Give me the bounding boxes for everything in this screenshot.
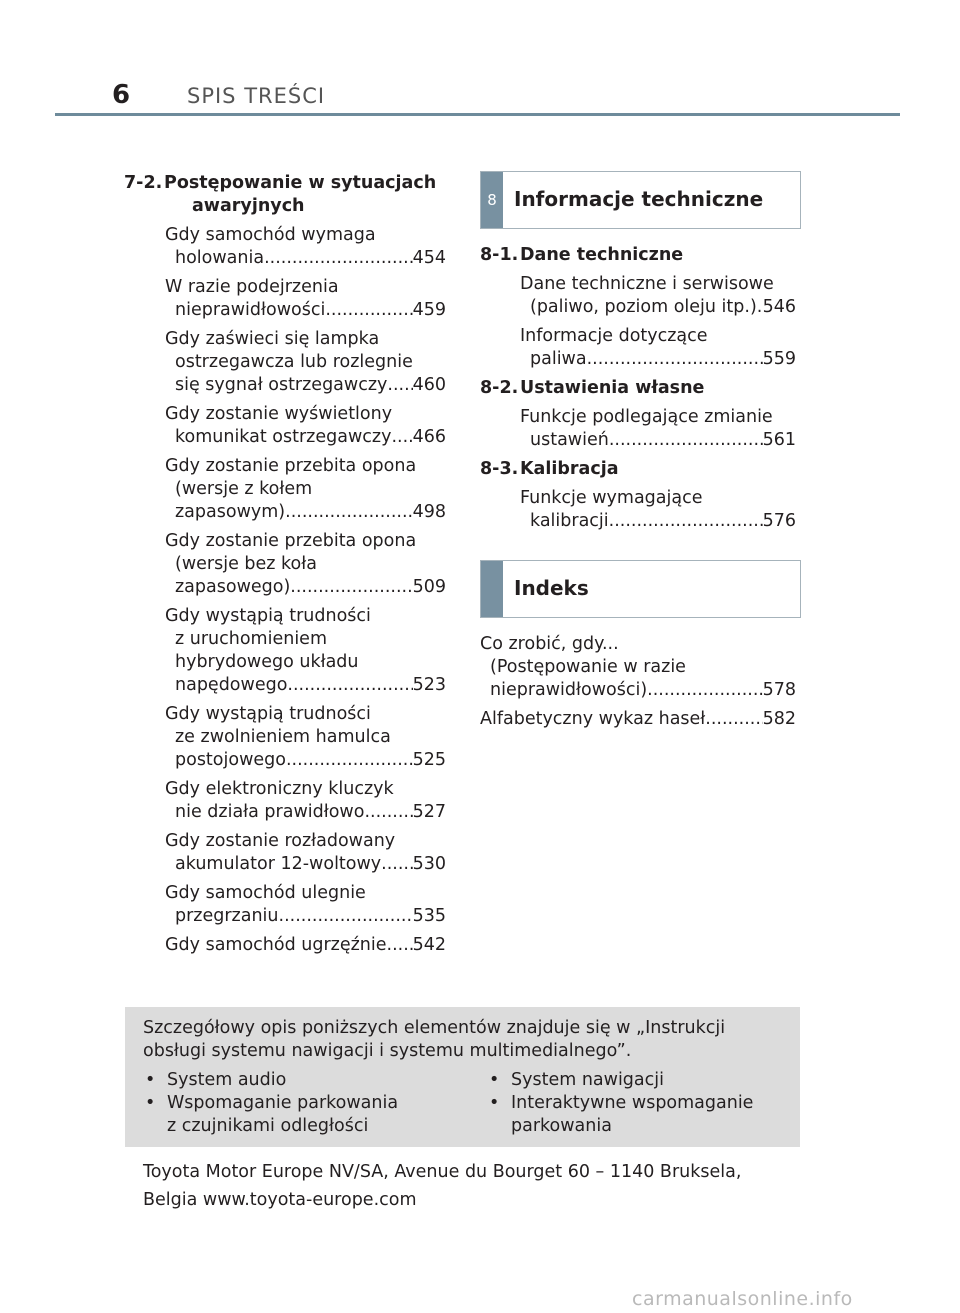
chapter-tab bbox=[481, 561, 503, 617]
toc-entry[interactable] bbox=[165, 530, 446, 599]
section-title: Kalibracja bbox=[520, 459, 619, 479]
toc-entry-line: Gdy elektroniczny kluczyk bbox=[165, 779, 394, 799]
bullet-icon: • bbox=[145, 1093, 156, 1113]
leader-dots bbox=[264, 247, 413, 270]
toc-page-number: 546 bbox=[762, 297, 796, 317]
toc-entry[interactable] bbox=[165, 224, 446, 270]
info-box bbox=[125, 1007, 800, 1147]
toc-page-number: 542 bbox=[412, 935, 446, 955]
toc-entry-line: Co zrobić, gdy... bbox=[480, 634, 619, 654]
toc-entry-text: zapasowym) bbox=[175, 502, 286, 522]
toc-page-number: 509 bbox=[412, 577, 446, 597]
toc-entry-text: nieprawidłowości bbox=[175, 300, 326, 320]
section-title: Dane techniczne bbox=[520, 245, 684, 265]
toc-entry-line: (wersje z kołem bbox=[175, 479, 313, 499]
toc-entry-text: Alfabetyczny wykaz haseł bbox=[480, 709, 706, 729]
header-rule bbox=[55, 113, 900, 116]
toc-entry-line: (wersje bez koła bbox=[175, 554, 317, 574]
leader-dots bbox=[287, 674, 412, 697]
bullet-list-right bbox=[489, 1069, 789, 1138]
list-item-continuation: z czujnikami odległości bbox=[167, 1116, 369, 1136]
toc-entry-text: kalibracji bbox=[530, 511, 609, 531]
leader-dots bbox=[705, 708, 762, 731]
toc-entry-line: Gdy zostanie przebita opona bbox=[165, 531, 417, 551]
leader-dots bbox=[325, 299, 412, 322]
toc-entry-text: akumulator 12-woltowy bbox=[175, 854, 382, 874]
toc-entry-text: napędowego bbox=[175, 675, 288, 695]
toc-entry-line: ostrzegawcza lub rozlegnie bbox=[175, 352, 413, 372]
toc-entry-line: Gdy wystąpią trudności bbox=[165, 704, 371, 724]
toc-page-number: 576 bbox=[762, 511, 796, 531]
footer-line2: Belgia www.toyota-europe.com bbox=[143, 1190, 417, 1210]
chapter-tab: 8 bbox=[481, 172, 503, 228]
bullet-list-left bbox=[145, 1069, 465, 1138]
toc-entry[interactable] bbox=[480, 633, 796, 702]
leader-dots bbox=[285, 501, 412, 524]
toc-entry[interactable] bbox=[520, 273, 796, 319]
toc-entry-text: nieprawidłowości) bbox=[490, 680, 648, 700]
chapter-8-header bbox=[480, 171, 801, 229]
toc-entry[interactable] bbox=[520, 487, 796, 533]
toc-page-number: 582 bbox=[762, 709, 796, 729]
leader-dots bbox=[364, 801, 412, 824]
toc-entry-text: zapasowego) bbox=[175, 577, 291, 597]
toc-left-column bbox=[124, 172, 446, 963]
toc-entry-line: Gdy wystąpią trudności bbox=[165, 606, 371, 626]
toc-page-number: 525 bbox=[412, 750, 446, 770]
toc-entry-line: Informacje dotyczące bbox=[520, 326, 708, 346]
section-number: 8-2. bbox=[480, 378, 519, 398]
section-number: 7-2. bbox=[124, 173, 163, 193]
bullet-icon: • bbox=[145, 1070, 156, 1090]
toc-page-number: 498 bbox=[412, 502, 446, 522]
toc-entry-line: Gdy samochód wymaga bbox=[165, 225, 376, 245]
list-item: • Wspomaganie parkowania bbox=[145, 1093, 399, 1113]
toc-entry[interactable] bbox=[165, 276, 446, 322]
section-title-line2: awaryjnych bbox=[192, 196, 305, 216]
info-text: Szczegółowy opis poniższych elementów znajduje się w „Instrukcji obsługi systemu nawigacji i systemu multimedialnego”. bbox=[143, 1018, 726, 1061]
bullet-icon: • bbox=[489, 1070, 500, 1090]
toc-entry-text: paliwa bbox=[530, 349, 587, 369]
toc-entry-text: (paliwo, poziom oleju itp.) bbox=[530, 297, 757, 317]
toc-page-number: 530 bbox=[412, 854, 446, 874]
toc-page-number: 454 bbox=[412, 248, 446, 268]
toc-entry[interactable] bbox=[165, 703, 446, 772]
toc-entry-line: W razie podejrzenia bbox=[165, 277, 339, 297]
toc-entry-text: nie działa prawidłowo bbox=[175, 802, 365, 822]
list-item-continuation: parkowania bbox=[511, 1116, 612, 1136]
toc-entry[interactable] bbox=[480, 708, 796, 731]
leader-dots bbox=[290, 576, 412, 599]
toc-entry-text: holowania bbox=[175, 248, 265, 268]
toc-entry[interactable] bbox=[165, 830, 446, 876]
footer-line1: Toyota Motor Europe NV/SA, Avenue du Bourget 60 – 1140 Bruksela, bbox=[143, 1162, 742, 1182]
toc-entry[interactable] bbox=[165, 403, 446, 449]
toc-page-number: 459 bbox=[412, 300, 446, 320]
page-header bbox=[0, 0, 960, 120]
page-number: 6 bbox=[112, 80, 131, 110]
toc-entry-line: z uruchomieniem bbox=[175, 629, 327, 649]
list-item: • Interaktywne wspomaganie bbox=[489, 1093, 754, 1113]
toc-page-number: 523 bbox=[412, 675, 446, 695]
chapter-title: Informacje techniczne bbox=[514, 187, 764, 211]
toc-entry-line: ze zwolnieniem hamulca bbox=[175, 727, 391, 747]
leader-dots bbox=[587, 348, 763, 371]
leader-dots bbox=[647, 679, 762, 702]
leader-dots bbox=[609, 510, 763, 533]
toc-entry-line: Gdy samochód ulegnie bbox=[165, 883, 366, 903]
leader-dots bbox=[387, 934, 413, 957]
toc-entry-text: komunikat ostrzegawczy bbox=[175, 427, 392, 447]
toc-entry-line: Gdy zaświeci się lampka bbox=[165, 329, 380, 349]
toc-entry-line: Gdy zostanie wyświetlony bbox=[165, 404, 393, 424]
toc-entry[interactable] bbox=[165, 882, 446, 928]
header-title: SPIS TREŚCI bbox=[187, 84, 326, 108]
toc-entry[interactable] bbox=[165, 934, 446, 957]
toc-entry-line: Dane techniczne i serwisowe bbox=[520, 274, 774, 294]
section-title: Ustawienia własne bbox=[520, 378, 705, 398]
leader-dots bbox=[381, 853, 412, 876]
index-title: Indeks bbox=[514, 576, 589, 600]
toc-entry[interactable] bbox=[165, 605, 446, 697]
toc-entry-text: ustawień bbox=[530, 430, 609, 450]
leader-dots bbox=[387, 374, 412, 397]
index-header bbox=[480, 560, 801, 618]
toc-entry-text: Gdy samochód ugrzęźnie bbox=[165, 935, 387, 955]
toc-entry[interactable] bbox=[165, 455, 446, 524]
toc-entry[interactable] bbox=[520, 325, 796, 371]
leader-dots bbox=[391, 426, 412, 449]
toc-entry-line: Gdy zostanie przebita opona bbox=[165, 456, 417, 476]
index-entries bbox=[480, 633, 796, 737]
toc-entry-text: przegrzaniu bbox=[175, 906, 279, 926]
list-item: • System nawigacji bbox=[489, 1070, 664, 1090]
toc-entry[interactable] bbox=[165, 778, 446, 824]
toc-entry-line: Funkcje podlegające zmianie bbox=[520, 407, 773, 427]
leader-dots bbox=[609, 429, 763, 452]
toc-entry-text: postojowego bbox=[175, 750, 286, 770]
toc-page-number: 527 bbox=[412, 802, 446, 822]
toc-entry-text: się sygnał ostrzegawczy bbox=[175, 375, 388, 395]
leader-dots bbox=[286, 749, 413, 772]
toc-entry-line: Funkcje wymagające bbox=[520, 488, 703, 508]
toc-entry-line: hybrydowego układu bbox=[175, 652, 359, 672]
leader-dots bbox=[279, 905, 413, 928]
toc-page-number: 578 bbox=[762, 680, 796, 700]
toc-page-number: 561 bbox=[762, 430, 796, 450]
toc-page-number: 559 bbox=[762, 349, 796, 369]
watermark: carmanualsonline.info bbox=[632, 1288, 853, 1310]
toc-page-number: 535 bbox=[412, 906, 446, 926]
toc-page-number: 466 bbox=[412, 427, 446, 447]
toc-entry[interactable] bbox=[165, 328, 446, 397]
footer bbox=[143, 1158, 803, 1214]
section-title-line1: Postępowanie w sytuacjach bbox=[164, 173, 437, 193]
section-8-1 bbox=[480, 244, 796, 539]
toc-page-number: 460 bbox=[412, 375, 446, 395]
toc-entry[interactable] bbox=[520, 406, 796, 452]
toc-entry-line: (Postępowanie w razie bbox=[490, 657, 686, 677]
toc-entry-line: Gdy zostanie rozładowany bbox=[165, 831, 396, 851]
section-7-2-heading bbox=[124, 172, 446, 218]
section-number: 8-1. bbox=[480, 245, 519, 265]
list-item: • System audio bbox=[145, 1070, 287, 1090]
section-number: 8-3. bbox=[480, 459, 519, 479]
bullet-icon: • bbox=[489, 1093, 500, 1113]
